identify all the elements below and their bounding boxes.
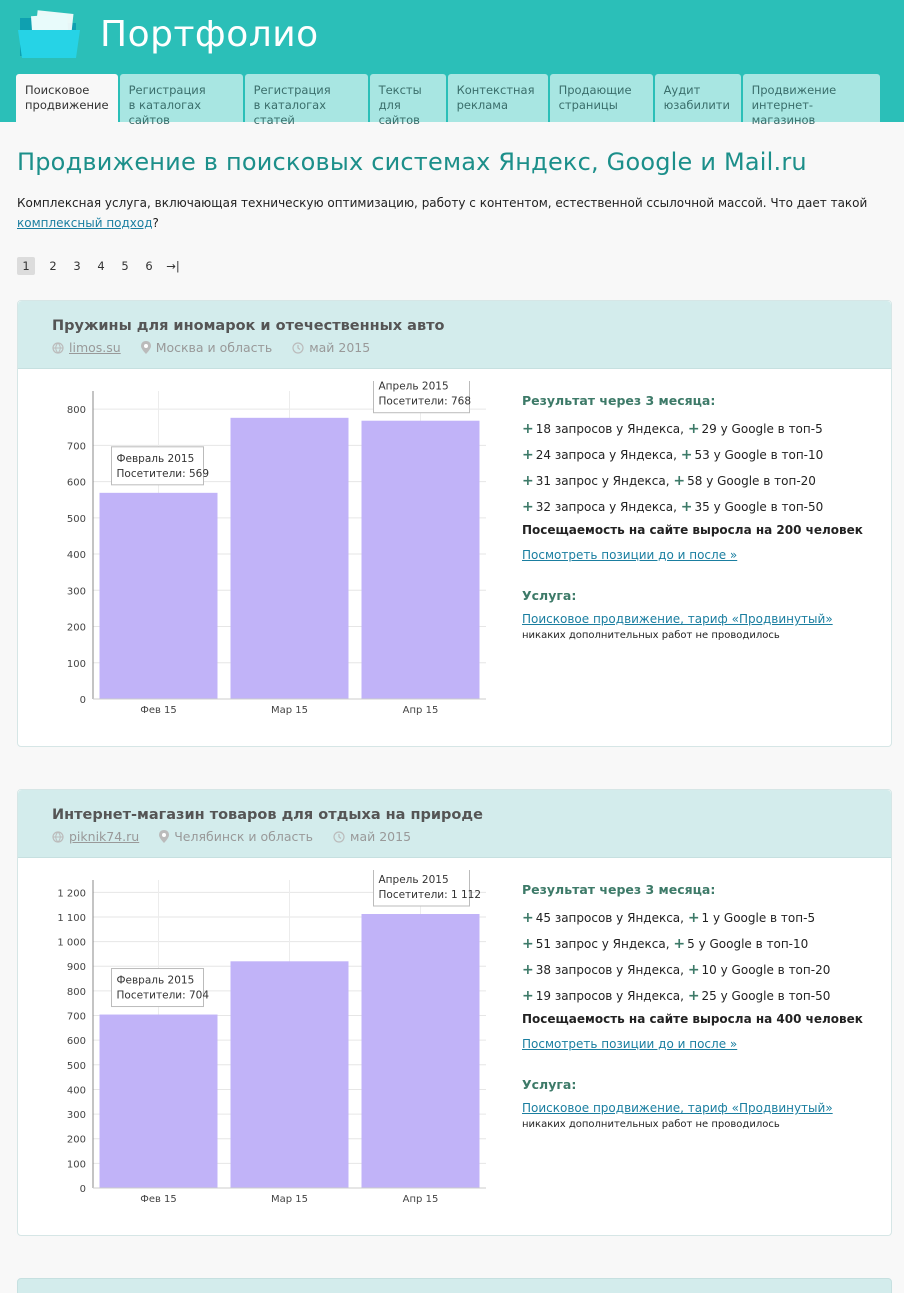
plus-icon: + bbox=[680, 499, 693, 515]
location-pin-icon bbox=[141, 341, 151, 354]
project-card bbox=[17, 300, 892, 747]
y-tick-label: 800 bbox=[66, 405, 86, 417]
y-tick-label: 1 100 bbox=[57, 912, 86, 924]
positions-link[interactable]: Посмотреть позиции до и после » bbox=[522, 548, 738, 562]
tooltip-label: Посетители: 704 bbox=[116, 989, 210, 1002]
y-tick-label: 400 bbox=[66, 1085, 86, 1097]
clock-icon bbox=[333, 831, 345, 843]
tooltip-label: Апрель 2015 bbox=[378, 381, 449, 393]
visitors-chart bbox=[38, 870, 498, 1210]
result-yandex: 18 запросов у Яндекса, bbox=[535, 422, 684, 436]
y-tick-label: 600 bbox=[66, 477, 86, 489]
service-note: никаких дополнительных работ не проводилось bbox=[522, 1119, 780, 1130]
folder-icon[interactable] bbox=[16, 10, 82, 60]
tooltip-label: Посетители: 768 bbox=[378, 395, 472, 408]
result-google: 53 у Google в топ-10 bbox=[694, 448, 824, 462]
page-6-link[interactable]: 6 bbox=[145, 259, 153, 273]
tab-label: Контекстная bbox=[456, 83, 535, 97]
y-tick-label: 100 bbox=[66, 1159, 86, 1171]
result-title: Результат через 3 месяца: bbox=[522, 882, 716, 897]
tab-label: юзабилити bbox=[663, 98, 730, 112]
result-line bbox=[522, 494, 882, 520]
page-5-link[interactable]: 5 bbox=[121, 259, 129, 273]
x-tick-label: Апр 15 bbox=[402, 1194, 439, 1205]
y-tick-label: 1 200 bbox=[57, 888, 86, 900]
project-card bbox=[17, 789, 892, 1236]
tab-seo[interactable] bbox=[16, 74, 118, 122]
result-yandex: 24 запроса у Яндекса, bbox=[535, 448, 677, 462]
plus-icon: + bbox=[522, 421, 534, 437]
result-block bbox=[522, 393, 882, 641]
tooltip-label: Февраль 2015 bbox=[116, 974, 195, 987]
intro-text-end: ? bbox=[152, 216, 159, 230]
project-meta bbox=[52, 829, 891, 844]
tab-label: Регистрация bbox=[128, 83, 206, 97]
tab-label: Тексты для bbox=[378, 83, 422, 112]
plus-icon: + bbox=[522, 499, 534, 515]
traffic-summary: Посещаемость на сайте выросла на 400 человек bbox=[522, 1012, 863, 1026]
plus-icon: + bbox=[687, 910, 700, 926]
x-tick-label: Апр 15 bbox=[402, 705, 439, 716]
tab-label: Поисковое bbox=[25, 83, 90, 97]
page-3-link[interactable]: 3 bbox=[73, 259, 81, 273]
y-tick-label: 200 bbox=[66, 622, 86, 634]
x-tick-label: Фев 15 bbox=[140, 1194, 177, 1205]
result-google: 58 у Google в топ-20 bbox=[687, 474, 816, 488]
project-site-link[interactable]: limos.su bbox=[69, 340, 121, 355]
location-pin-icon bbox=[159, 830, 169, 843]
project-site-link[interactable]: piknik74.ru bbox=[69, 829, 140, 844]
tab-label: Регистрация bbox=[253, 83, 331, 97]
project-date: май 2015 bbox=[309, 340, 371, 355]
tab-site-catalogs[interactable] bbox=[120, 74, 243, 127]
plus-icon: + bbox=[522, 910, 534, 926]
service-link[interactable]: Поисковое продвижение, тариф «Продвинутый» bbox=[522, 612, 833, 626]
plus-icon: + bbox=[522, 988, 534, 1004]
service-link[interactable]: Поисковое продвижение, тариф «Продвинутый» bbox=[522, 1101, 833, 1115]
result-line bbox=[522, 416, 882, 442]
result-line bbox=[522, 957, 882, 983]
result-title: Результат через 3 месяца: bbox=[522, 393, 716, 408]
y-tick-label: 600 bbox=[66, 1036, 86, 1048]
tab-label: сайтов bbox=[378, 113, 420, 127]
tooltip-label: Апрель 2015 bbox=[378, 874, 449, 887]
tab-label: Продающие bbox=[558, 83, 632, 97]
y-tick-label: 700 bbox=[66, 441, 86, 453]
plus-icon: + bbox=[687, 988, 700, 1004]
tab-context-ads[interactable] bbox=[448, 74, 548, 122]
tab-usability-audit[interactable] bbox=[655, 74, 741, 122]
result-line bbox=[522, 931, 882, 957]
tab-label: реклама bbox=[456, 98, 509, 112]
result-yandex: 51 запрос у Яндекса, bbox=[535, 937, 670, 951]
page-4-link[interactable]: 4 bbox=[97, 259, 105, 273]
bar bbox=[231, 961, 349, 1188]
globe-icon bbox=[52, 831, 64, 843]
intro-text bbox=[17, 193, 887, 233]
y-tick-label: 200 bbox=[66, 1134, 86, 1146]
tab-label: интернет-магазинов bbox=[751, 98, 816, 127]
y-tick-label: 700 bbox=[66, 1011, 86, 1023]
result-yandex: 45 запросов у Яндекса, bbox=[535, 911, 684, 925]
result-line bbox=[522, 905, 882, 931]
tab-label: в каталогах сайтов bbox=[128, 98, 202, 127]
y-tick-label: 500 bbox=[66, 513, 86, 525]
service-note: никаких дополнительных работ не проводилось bbox=[522, 630, 780, 641]
plus-icon: + bbox=[522, 447, 534, 463]
project-region: Москва и область bbox=[155, 340, 273, 355]
plus-icon: + bbox=[673, 473, 686, 489]
x-tick-label: Мар 15 bbox=[270, 705, 309, 716]
x-tick-label: Мар 15 bbox=[270, 1194, 309, 1205]
y-tick-label: 800 bbox=[66, 986, 86, 998]
result-google: 1 у Google в топ-5 bbox=[701, 911, 816, 925]
globe-icon bbox=[52, 342, 64, 354]
project-header bbox=[18, 790, 891, 858]
tab-label: продвижение bbox=[25, 98, 109, 112]
result-yandex: 38 запросов у Яндекса, bbox=[535, 963, 684, 977]
y-tick-label: 300 bbox=[66, 1110, 86, 1122]
result-line bbox=[522, 468, 882, 494]
bar bbox=[231, 418, 349, 699]
plus-icon: + bbox=[522, 962, 534, 978]
bar bbox=[362, 914, 480, 1188]
visitors-chart bbox=[38, 381, 498, 721]
x-tick-label: Фев 15 bbox=[140, 705, 177, 716]
page-2-link[interactable]: 2 bbox=[49, 259, 57, 273]
project-date: май 2015 bbox=[350, 829, 412, 844]
result-google: 35 у Google в топ-50 bbox=[694, 500, 824, 514]
tab-label: Аудит bbox=[663, 83, 701, 97]
project-meta bbox=[52, 340, 891, 355]
tooltip-label: Посетители: 1 112 bbox=[378, 889, 482, 902]
tab-label: страницы bbox=[558, 98, 618, 112]
clock-icon bbox=[292, 342, 304, 354]
tab-texts[interactable] bbox=[370, 74, 446, 127]
bar bbox=[100, 1015, 218, 1188]
last-page-link[interactable]: →| bbox=[166, 259, 180, 273]
tooltip-label: Посетители: 569 bbox=[116, 467, 210, 480]
result-yandex: 31 запрос у Яндекса, bbox=[535, 474, 670, 488]
result-line bbox=[522, 442, 882, 468]
intro-text-body: Комплексная услуга, включающая техническую оптимизацию, работу с контентом, естественной ссылочной массой. Что дает такой bbox=[17, 196, 868, 210]
complex-approach-link[interactable]: комплексный подход bbox=[17, 216, 153, 230]
y-tick-label: 500 bbox=[66, 1060, 86, 1072]
traffic-summary: Посещаемость на сайте выросла на 200 человек bbox=[522, 523, 863, 537]
y-tick-label: 300 bbox=[66, 586, 86, 598]
result-google: 29 у Google в топ-5 bbox=[701, 422, 823, 436]
page-title: Продвижение в поисковых системах Яндекс, Google и Mail.ru bbox=[17, 148, 807, 176]
site-title: Портфолио bbox=[100, 14, 319, 55]
plus-icon: + bbox=[673, 936, 686, 952]
project-title: Интернет-магазин товаров для отдыха на природе bbox=[52, 807, 483, 823]
y-tick-label: 900 bbox=[66, 962, 86, 974]
tab-ecommerce-seo[interactable] bbox=[743, 74, 880, 127]
plus-icon: + bbox=[522, 936, 534, 952]
result-line bbox=[522, 983, 882, 1009]
service-title: Услуга: bbox=[522, 588, 577, 603]
tab-article-catalogs[interactable] bbox=[245, 74, 368, 127]
result-google: 25 у Google в топ-50 bbox=[701, 989, 831, 1003]
bar bbox=[362, 421, 480, 699]
tab-label: Продвижение bbox=[751, 83, 837, 97]
bar bbox=[100, 493, 218, 699]
tab-landing-pages[interactable] bbox=[550, 74, 653, 122]
positions-link[interactable]: Посмотреть позиции до и после » bbox=[522, 1037, 738, 1051]
tab-label: в каталогах статей bbox=[253, 98, 327, 127]
plus-icon: + bbox=[680, 447, 693, 463]
project-title: Пружины для иномарок и отечественных авто bbox=[52, 318, 445, 334]
result-google: 5 у Google в топ-10 bbox=[687, 937, 809, 951]
plus-icon: + bbox=[687, 421, 700, 437]
y-tick-label: 400 bbox=[66, 550, 86, 562]
service-title: Услуга: bbox=[522, 1077, 577, 1092]
y-tick-label: 0 bbox=[79, 1184, 86, 1195]
y-tick-label: 100 bbox=[66, 658, 86, 670]
project-card-partial bbox=[17, 1278, 892, 1293]
nav-tabs bbox=[16, 74, 882, 127]
project-header bbox=[18, 301, 891, 369]
site-header bbox=[0, 0, 904, 127]
plus-icon: + bbox=[687, 962, 700, 978]
result-block bbox=[522, 882, 882, 1130]
result-yandex: 19 запросов у Яндекса, bbox=[535, 989, 684, 1003]
y-tick-label: 1 000 bbox=[57, 937, 86, 949]
result-google: 10 у Google в топ-20 bbox=[701, 963, 831, 977]
page-1-link[interactable]: 1 bbox=[17, 257, 35, 275]
plus-icon: + bbox=[522, 473, 534, 489]
project-region: Челябинск и область bbox=[174, 829, 314, 844]
pagination bbox=[17, 257, 185, 275]
y-tick-label: 0 bbox=[79, 695, 86, 706]
result-yandex: 32 запроса у Яндекса, bbox=[535, 500, 677, 514]
tooltip-label: Февраль 2015 bbox=[116, 452, 195, 465]
